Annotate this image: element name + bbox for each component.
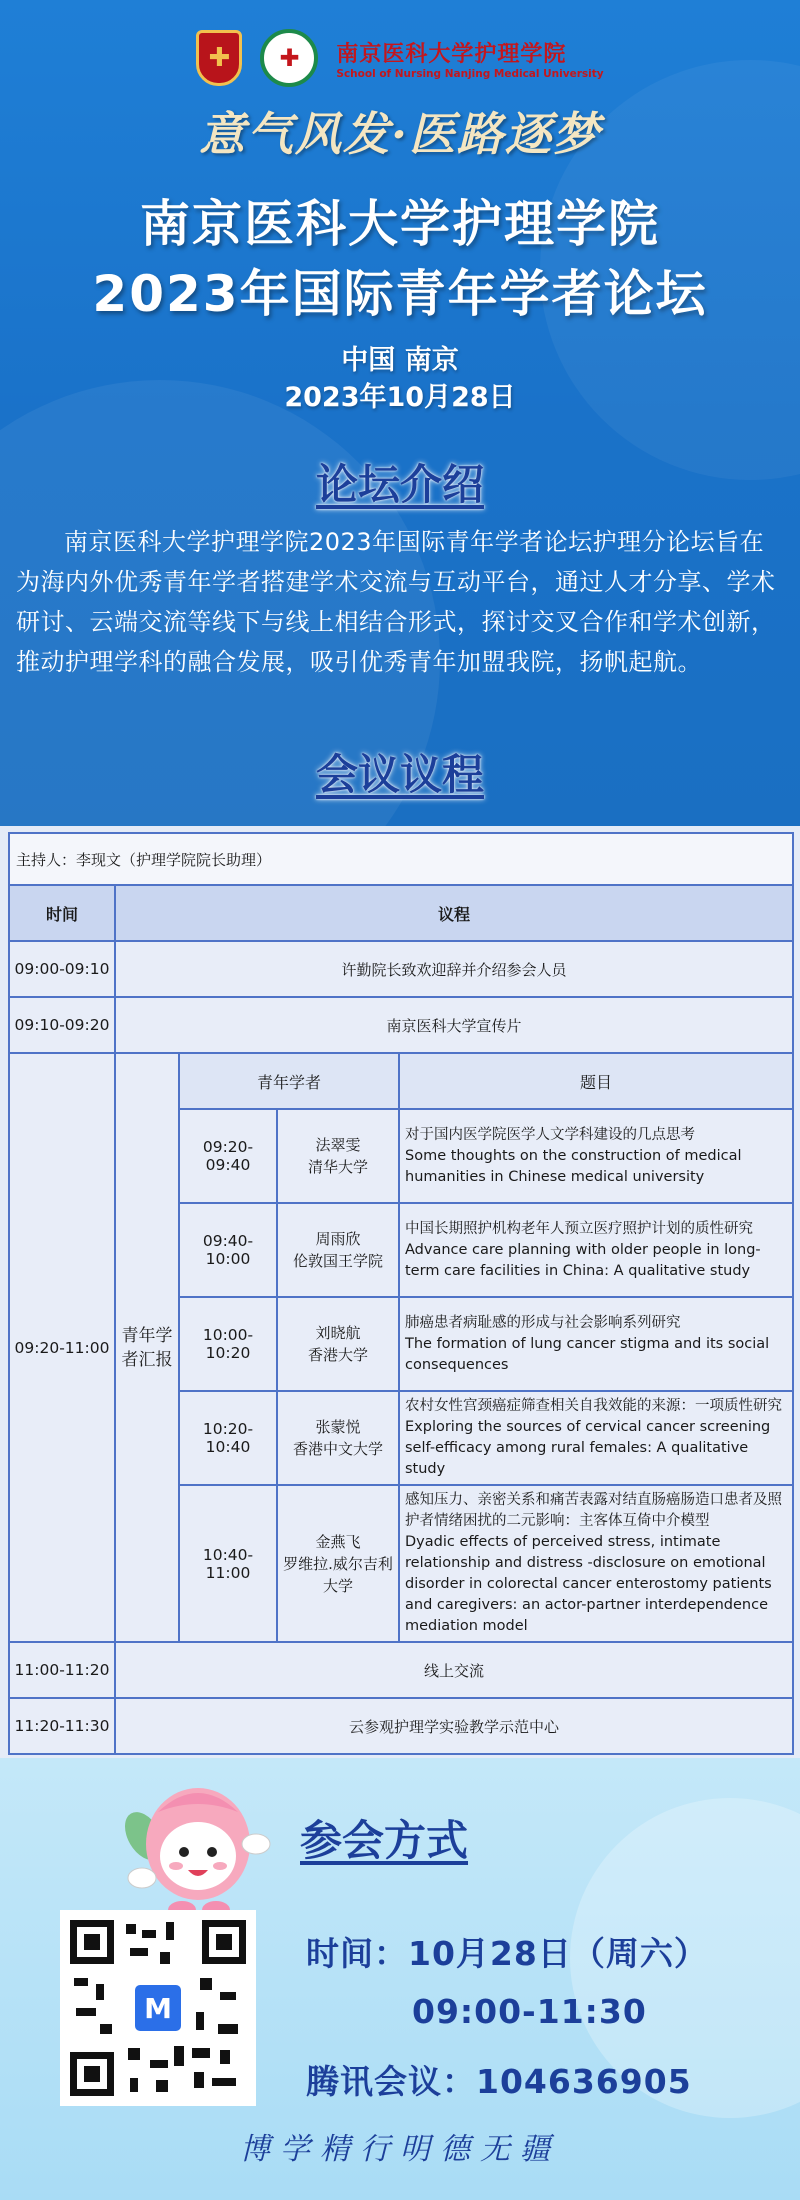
university-shield-icon: ✚	[196, 30, 242, 86]
row-time: 09:00-09:10	[9, 941, 115, 997]
talk-time: 09:40-10:00	[179, 1203, 277, 1297]
block-label-text: 青年学者汇报	[121, 1325, 173, 1370]
title-line-2: 2023年国际青年学者论坛	[92, 265, 708, 323]
talk-time: 09:20-09:40	[179, 1109, 277, 1203]
speaker-org: 香港中文大学	[292, 1440, 383, 1458]
topic-cn: 肺癌患者病耻感的形成与社会影响系列研究	[405, 1314, 681, 1331]
topic-cn: 对于国内医学院医学人文学科建设的几点思考	[405, 1126, 695, 1143]
talk-topic	[399, 1297, 793, 1391]
talk-time: 10:40-11:00	[179, 1485, 277, 1642]
row-item: 线上交流	[115, 1642, 793, 1698]
header-section	[0, 0, 800, 830]
title-line-1: 南京医科大学护理学院	[140, 195, 660, 253]
talk-time: 10:20-10:40	[179, 1391, 277, 1485]
qr-grid	[70, 1920, 246, 2096]
speaker-org: 伦敦国王学院	[292, 1252, 383, 1270]
agenda-section	[0, 826, 800, 1758]
talk-speaker	[277, 1297, 399, 1391]
topic-en: The formation of lung cancer stigma and its social consequences	[405, 1335, 770, 1373]
topic-en: Advance care planning with older people in long-term care facilities in China: A qualitative study	[405, 1241, 761, 1279]
talk-topic	[399, 1391, 793, 1485]
row-item: 南京医科大学宣传片	[115, 997, 793, 1053]
topic-cn: 中国长期照护机构老年人预立医疗照护计划的质性研究	[405, 1220, 753, 1237]
row-item: 云参观护理学实验教学示范中心	[115, 1698, 793, 1754]
topic-en: Exploring the sources of cervical cancer screening self-efficacy among rural females: A qualitative study	[405, 1419, 771, 1477]
row-item: 许勤院长致欢迎辞并介绍参会人员	[115, 941, 793, 997]
logo-row	[0, 28, 800, 88]
school-motto	[0, 2124, 800, 2168]
host-cell: 主持人：李现文（护理学院院长助理）	[9, 833, 793, 885]
block-time: 09:20-11:00	[9, 1053, 115, 1642]
col-header-topic: 题目	[399, 1053, 793, 1109]
talk-speaker	[277, 1485, 399, 1642]
topic-en: Some thoughts on the construction of medical humanities in Chinese medical university	[405, 1147, 742, 1185]
agenda-table	[8, 832, 794, 1755]
qr-finder	[202, 1920, 246, 1964]
speaker-name: 法翠雯	[315, 1136, 361, 1154]
join-section	[0, 1758, 800, 2200]
table-row	[9, 997, 793, 1053]
agenda-heading: 会议议程	[315, 750, 484, 799]
speaker-name: 周雨欣	[315, 1230, 361, 1248]
host-row	[9, 833, 793, 885]
join-time: 时间：10月28日（周六）	[306, 1934, 708, 1973]
block-header-row	[9, 1053, 793, 1109]
speaker-name: 刘晓航	[315, 1324, 361, 1342]
talk-speaker	[277, 1391, 399, 1485]
table-row	[9, 941, 793, 997]
slogan: 意气风发·医路逐梦	[198, 107, 601, 161]
speaker-org: 罗维拉.威尔吉利大学	[283, 1554, 393, 1595]
intro-heading: 论坛介绍	[315, 460, 484, 509]
talk-speaker	[277, 1203, 399, 1297]
qr-code[interactable]	[60, 1910, 256, 2106]
school-name-cn: 南京医科大学护理学院	[336, 40, 567, 67]
row-time: 09:10-09:20	[9, 997, 115, 1053]
join-heading: 参会方式	[300, 1816, 469, 1865]
talk-time: 10:00-10:20	[179, 1297, 277, 1391]
school-name-en: School of Nursing Nanjing Medical University	[336, 67, 604, 80]
talk-topic	[399, 1485, 793, 1642]
topic-cn: 感知压力、亲密关系和痛苦表露对结直肠癌肠造口患者及照护者情绪困扰的二元影响：主客体互倚中介模型	[405, 1492, 782, 1529]
col-header-time: 时间	[9, 885, 115, 941]
col-header-agenda: 议程	[115, 885, 793, 941]
topic-cn: 农村女性宫颈癌症筛查相关自我效能的来源：一项质性研究	[405, 1398, 782, 1414]
motto-text: 博学精行明德无疆	[240, 2132, 560, 2167]
event-location: 中国 南京	[341, 345, 459, 376]
row-time: 11:20-11:30	[9, 1698, 115, 1754]
table-row	[9, 1698, 793, 1754]
speaker-name: 张蒙悦	[315, 1418, 361, 1436]
qr-finder	[70, 2052, 114, 2096]
speaker-org: 香港大学	[307, 1346, 368, 1364]
speaker-org: 清华大学	[307, 1158, 368, 1176]
table-row	[9, 1642, 793, 1698]
header-row	[9, 885, 793, 941]
block-label	[115, 1053, 179, 1642]
join-meeting-id: 腾讯会议：104636905	[306, 2062, 692, 2101]
qr-finder	[70, 1920, 114, 1964]
talk-speaker	[277, 1109, 399, 1203]
row-time: 11:00-11:20	[9, 1642, 115, 1698]
talk-topic	[399, 1203, 793, 1297]
col-header-scholar: 青年学者	[179, 1053, 399, 1109]
talk-topic	[399, 1109, 793, 1203]
intro-paragraph: 南京医科大学护理学院2023年国际青年学者论坛护理分论坛旨在为海内外优秀青年学者搭建学术交流与互动平台，通过人才分享、学术研讨、云端交流等线下与线上相结合形式，探讨交叉合作和学术创新，推动护理学科的融合发展，吸引优秀青年加盟我院，扬帆起航。	[16, 528, 776, 676]
tencent-meeting-icon: M	[132, 1982, 184, 2034]
join-hours: 09:00-11:30	[412, 1992, 647, 2031]
school-name	[336, 37, 603, 80]
topic-en: Dyadic effects of perceived stress, intimate relationship and distress -disclosure on emotional disorder in colorectal cancer enterostomy patients and caregivers: an actor-partner interdependence mediation model	[405, 1534, 772, 1634]
nursing-school-logo-icon: ✚	[260, 29, 318, 87]
mascot-icon	[118, 1774, 278, 1924]
event-date: 2023年10月28日	[284, 382, 516, 413]
speaker-name: 金燕飞	[315, 1532, 361, 1551]
